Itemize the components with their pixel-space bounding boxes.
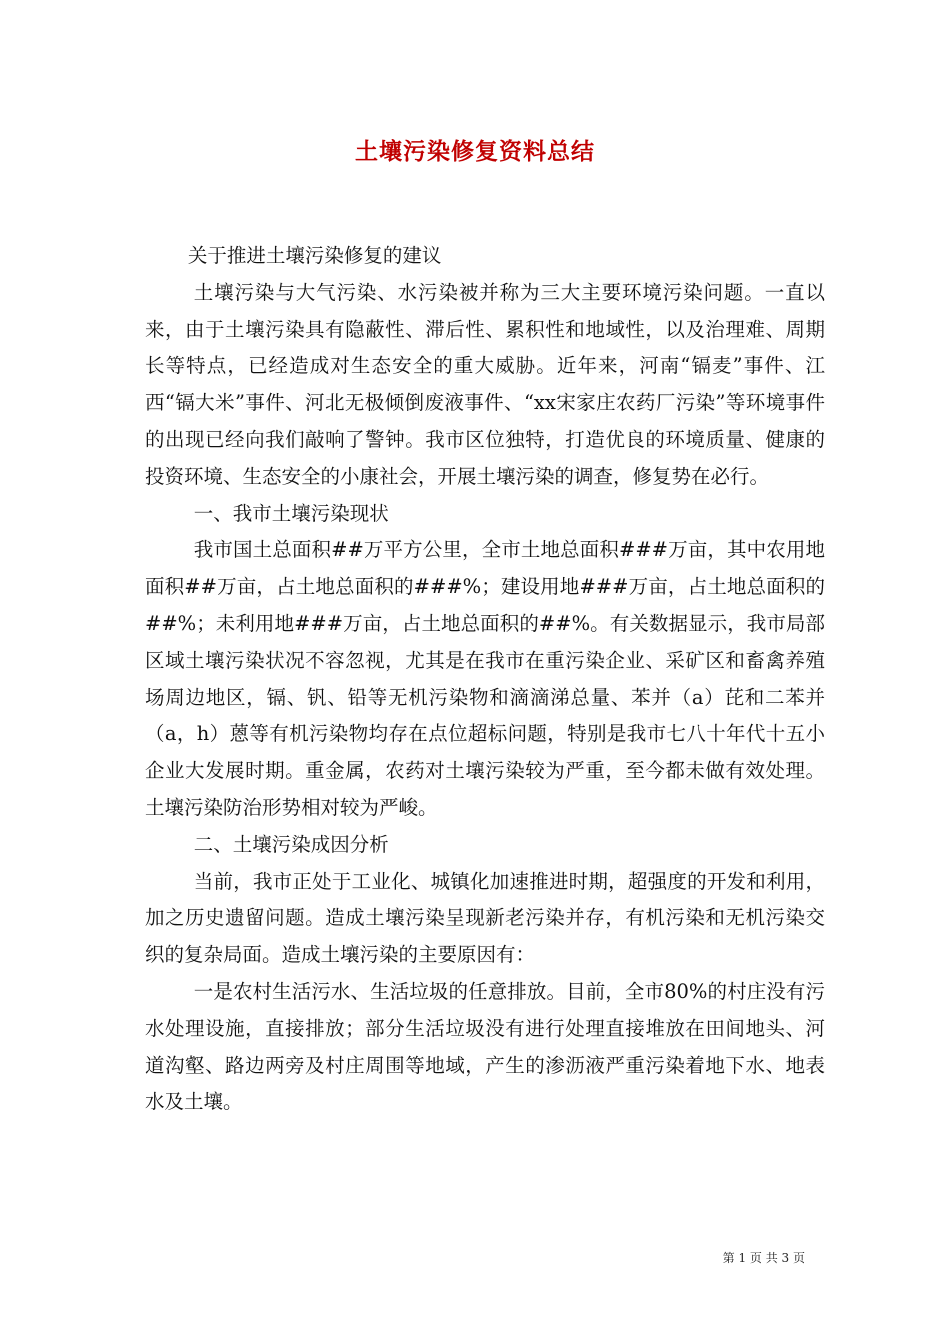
document-body	[145, 238, 825, 1121]
document-title: 土壤污染修复资料总结	[355, 138, 595, 165]
page-number: 第 1 页 共 3 页	[722, 1251, 805, 1265]
paragraph-causes: 当前，我市正处于工业化、城镇化加速推进时期，超强度的开发和利用，加之历史遗留问题。造成土壤污染呈现新老污染并存，有机污染和无机污染交织的复杂局面。造成土壤污染的主要原因有：	[145, 869, 825, 967]
section-heading-causes: 二、土壤污染成因分析	[193, 832, 389, 856]
paragraph-cause-one: 一是农村生活污水、生活垃圾的任意排放。目前，全市80%的村庄没有污水处理设施，直接排放；部分生活垃圾没有进行处理直接堆放在田间地头、河道沟壑、路边两旁及村庄周围等地域，产生的渗沥液严重污染着地下水、地表水及土壤。	[145, 979, 825, 1114]
section-heading-status: 一、我市土壤污染现状	[193, 501, 389, 525]
paragraph-intro: 土壤污染与大气污染、水污染被并称为三大主要环境污染问题。一直以来，由于土壤污染具有隐蔽性、滞后性、累积性和地域性，以及治理难、周期长等特点，已经造成对生态安全的重大威胁。近年来，河南“镉麦”事件、江西“镉大米”事件、河北无极倾倒废液事件、“xx宋家庄农药厂污染”等环境事件的出现已经向我们敲响了警钟。我市区位独特，打造优良的环境质量、健康的投资环境、生态安全的小康社会，开展土壤污染的调查，修复势在必行。	[145, 280, 825, 488]
document-subtitle: 关于推进土壤污染修复的建议	[187, 244, 442, 267]
paragraph-status: 我市国土总面积##万平方公里，全市土地总面积###万亩，其中农用地面积##万亩，占土地总面积的###%；建设用地###万亩，占土地总面积的##%；未利用地###万亩，占土地总面积的##%。有关数据显示，我市局部区域土壤污染状况不容忽视，尤其是在我市在重污染企业、采矿区和畜禽养殖场周边地区，镉、钒、铅等无机污染物和滴滴涕总量、苯并（a）芘和二苯并（a，h）蒽等有机污染物均存在点位超标问题，特别是我市七八十年代十五小企业大发展时期。重金属，农药对土壤污染较为严重，至今都未做有效处理。土壤污染防治形势相对较为严峻。	[145, 538, 825, 819]
